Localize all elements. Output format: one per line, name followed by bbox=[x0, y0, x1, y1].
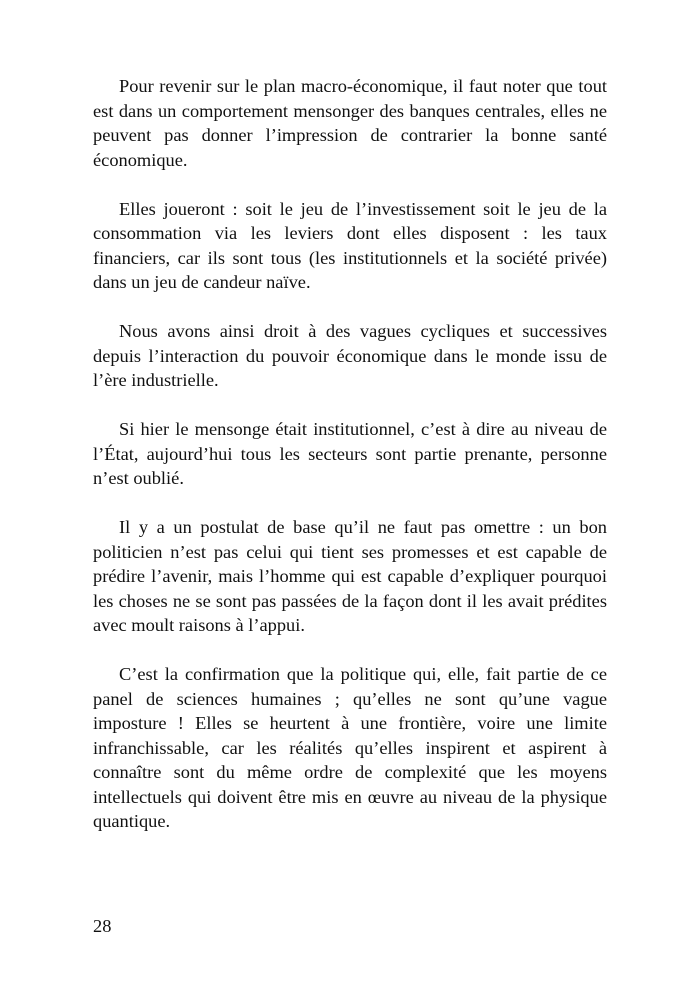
paragraph-5: Il y a un postulat de base qu’il ne faut pas omettre : un bon politicien n’est pas celui qui tient ses promesses et est capable de prédire l’avenir, mais l’homme qui est capable d’expliquer pourquoi les choses ne se sont pas passées de la façon dont il les avait prédites avec moult raisons à l’appui. bbox=[93, 517, 607, 635]
paragraph-6: C’est la confirmation que la politique qui, elle, fait partie de ce panel de sciences humaines ; qu’elles ne sont qu’une vague imposture ! Elles se heurtent à une frontière, voire une limite infranchissable, car les réalités qu’elles inspirent et aspirent à connaître sont du même ordre de complexité que les moyens intellectuels qui doivent être mis en œuvre au niveau de la physique quantique. bbox=[93, 664, 607, 831]
paragraph-2: Elles joueront : soit le jeu de l’investissement soit le jeu de la consommation via les leviers dont elles disposent : les taux financiers, car ils sont tous (les institutionnels et la société privée) dans un jeu de candeur naïve. bbox=[93, 198, 607, 292]
page-number: 28 bbox=[93, 916, 112, 936]
paragraph-3: Nous avons ainsi droit à des vagues cycliques et successives depuis l’interaction du pouvoir économique dans le monde issu de l’ère industrielle. bbox=[93, 321, 607, 390]
paragraph-4: Si hier le mensonge était institutionnel, c’est à dire au niveau de l’État, aujourd’hui tous les secteurs sont partie prenante, personne n’est oublié. bbox=[93, 419, 607, 488]
body-text bbox=[93, 74, 607, 858]
paragraph-1: Pour revenir sur le plan macro-économique, il faut noter que tout est dans un comportement mensonger des banques centrales, elles ne peuvent pas donner l’impression de contrarier la bonne santé économique. bbox=[93, 76, 607, 170]
